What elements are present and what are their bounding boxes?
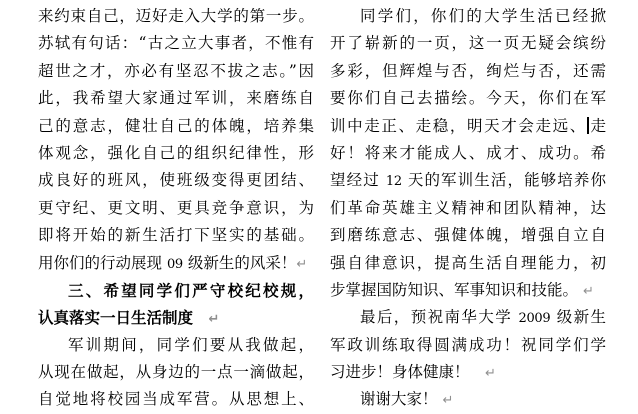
- text-line[interactable]: 最后，预祝南华大学 2009 级新生: [360, 308, 606, 327]
- text-line[interactable]: 好！将来才能成人、成才、成功。希: [330, 143, 606, 162]
- text-line[interactable]: 此，我希望大家通过军训，来磨练自: [38, 89, 314, 108]
- text-line[interactable]: 用你们的行动展现 09 级新生的风采！↵: [38, 253, 308, 272]
- text-line[interactable]: 习进步！身体健康！ ↵: [330, 363, 496, 382]
- text-column-left[interactable]: [38, 0, 314, 414]
- text-line[interactable]: 步掌握国防知识、军事知识和技能。 ↵: [330, 280, 594, 299]
- text-line[interactable]: 成良好的班风，使班级变得更团结、: [38, 171, 314, 190]
- text-line[interactable]: 们革命英雄主义精神和团队精神，达: [330, 198, 606, 217]
- paragraph-mark-icon: ↵: [485, 366, 496, 382]
- number-text: 2009: [518, 311, 551, 327]
- number-text: 09: [166, 256, 183, 272]
- text-line[interactable]: 即将开始的新生活打下坚实的基础。: [38, 226, 314, 245]
- text-line[interactable]: 来约束自己，迈好走入大学的第一步。: [38, 7, 314, 25]
- paragraph-mark-icon: ↵: [442, 393, 454, 409]
- text-line[interactable]: 己的意志，健壮自己的体魄，培养集: [38, 116, 314, 135]
- text-line[interactable]: 军训期间，同学们要从我做起，: [68, 335, 314, 354]
- paragraph-mark-icon: ↵: [582, 283, 594, 299]
- text-line[interactable]: 谢谢大家！ ↵: [360, 390, 454, 409]
- number-text: 12: [385, 174, 402, 190]
- text-line[interactable]: 三、希望同学们严守校纪校规，: [68, 280, 314, 300]
- paragraph-mark-icon: ↵: [208, 312, 220, 328]
- text-line[interactable]: 军政训练取得圆满成功！祝同学们学: [330, 335, 606, 354]
- text-line[interactable]: 开了崭新的一页，这一页无疑会缤纷: [330, 34, 606, 53]
- text-cursor: [587, 117, 589, 134]
- text-line[interactable]: 超世之才，亦必有坚忍不拔之志。”因: [38, 61, 314, 80]
- text-line[interactable]: 苏轼有句话：“古之立大事者，不惟有: [38, 34, 314, 53]
- text-line[interactable]: 同学们，你们的大学生活已经掀: [360, 7, 606, 25]
- text-line[interactable]: 体观念，强化自己的组织纪律性，形: [38, 143, 314, 162]
- text-line[interactable]: 从现在做起，从身边的一点一滴做起，: [38, 363, 314, 382]
- text-line[interactable]: 要你们自己去描绘。今天，你们在军: [330, 89, 606, 108]
- text-line[interactable]: 强自律意识，提高生活自理能力，初: [330, 253, 606, 272]
- paragraph-mark-icon: ↵: [296, 256, 308, 272]
- text-line[interactable]: 自觉地将校园当成军营。从思想上、: [38, 390, 314, 409]
- text-column-right[interactable]: [330, 0, 606, 414]
- text-line[interactable]: 更守纪、更文明、更具竞争意识，为: [38, 198, 314, 217]
- text-line[interactable]: 多彩，但辉煌与否，绚烂与否，还需: [330, 61, 606, 80]
- text-line[interactable]: 认真落实一日生活制度 ↵: [38, 308, 220, 328]
- text-line[interactable]: 到磨练意志、强健体魄，增强自立自: [330, 226, 606, 245]
- text-line[interactable]: 望经过 12 天的军训生活，能够培养你: [330, 171, 606, 190]
- text-line[interactable]: 训中走正、走稳，明天才会走远、 走: [330, 116, 606, 135]
